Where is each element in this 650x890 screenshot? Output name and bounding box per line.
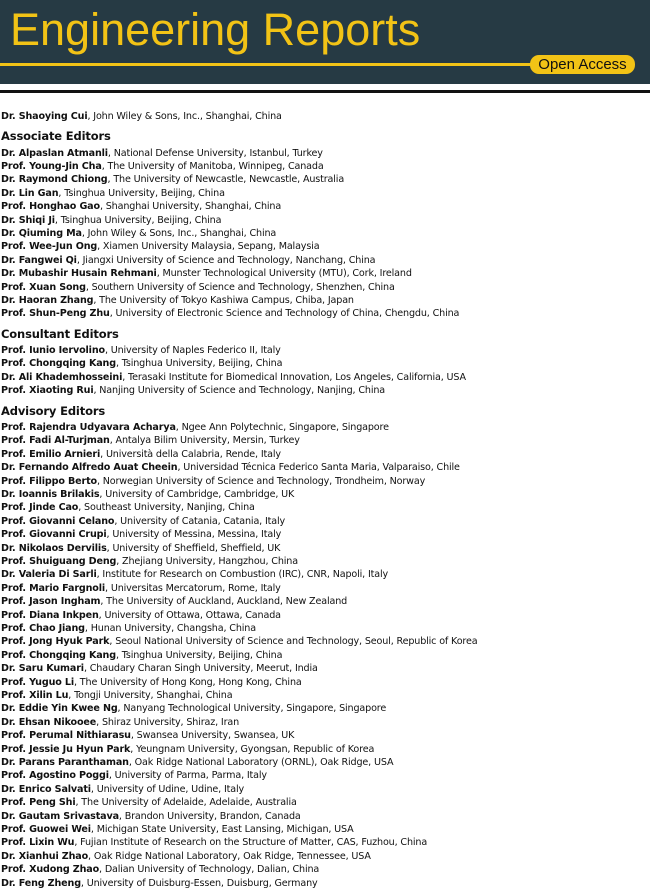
editor-affiliation: , University of Sheffield, Sheffield, UK — [106, 542, 281, 554]
section-heading: Associate Editors — [1, 129, 111, 144]
editor-name: Prof. Chongqing Kang — [1, 358, 116, 370]
editor-section — [1, 324, 647, 398]
editor-name: Dr. Parans Paranthaman — [1, 757, 129, 769]
editor-name: Dr. Valeria Di Sarli — [1, 569, 97, 581]
editor-affiliation: , Oak Ridge National Laboratory (ORNL), Oak Ridge, USA — [128, 757, 394, 769]
section-heading: Consultant Editors — [1, 326, 119, 341]
editor-entry — [1, 609, 647, 622]
editor-entry — [1, 810, 647, 823]
editor-affiliation: , Antalya Bilim University, Mersin, Turkey — [109, 435, 300, 447]
editor-name: Dr. Alpaslan Atmanli — [1, 147, 108, 159]
editor-affiliation: , The University of Newcastle, Newcastle, Australia — [107, 174, 345, 186]
editor-entry — [1, 877, 647, 890]
editor-entry — [1, 214, 647, 227]
editor-entry — [1, 796, 647, 809]
editor-name: Prof. Fadi Al-Turjman — [1, 435, 110, 447]
editor-name: Prof. Giovanni Celano — [1, 515, 115, 527]
editor-entry — [1, 568, 647, 581]
editor-affiliation: , Southern University of Science and Technology, Shenzhen, China — [85, 281, 395, 293]
editor-entry — [1, 267, 647, 280]
editor-entry — [1, 582, 647, 595]
editor-affiliation: , Terasaki Institute for Biomedical Innovation, Los Angeles, California, USA — [122, 371, 466, 383]
editor-entry — [1, 173, 647, 186]
editor-name: Prof. Xiaoting Rui — [1, 385, 94, 397]
editor-affiliation: , University of Electronic Science and Technology of China, Chengdu, China — [109, 308, 460, 320]
editor-entry — [1, 743, 647, 756]
header-separator — [0, 90, 650, 93]
editor-entry — [1, 850, 647, 863]
editor-entry — [1, 863, 647, 876]
editor-entry — [1, 528, 647, 541]
editor-entry — [1, 461, 647, 474]
editor-name: Dr. Shiqi Ji — [1, 214, 55, 226]
editor-name: Dr. Ehsan Nikooee — [1, 716, 97, 728]
editor-affiliation: , Institute for Research on Combustion (IRC), CNR, Napoli, Italy — [96, 569, 389, 581]
editor-entry — [1, 676, 647, 689]
editor-affiliation: , Tongji University, Shanghai, China — [68, 690, 233, 701]
editor-affiliation: , Norwegian University of Science and Technology, Trondheim, Norway — [96, 475, 426, 487]
editor-affiliation: , Tsinghua University, Beijing, China — [54, 214, 222, 226]
editor-name: Prof. Xilin Lu — [1, 690, 69, 701]
editor-affiliation: , Universidad Técnica Federico Santa Maria, Valparaiso, Chile — [177, 462, 460, 474]
editor-name: Prof. Chao Jiang — [1, 622, 85, 634]
editor-affiliation: , Shiraz University, Shiraz, Iran — [96, 716, 240, 728]
editor-affiliation: , University of Messina, Messina, Italy — [106, 529, 282, 541]
editor-name: Dr. Lin Gan — [1, 187, 59, 199]
editor-section — [1, 126, 647, 320]
editor-affiliation: , Dalian University of Technology, Dalian, China — [99, 864, 320, 876]
editor-entry — [1, 783, 647, 796]
editor-affiliation: , Swansea University, Swansea, UK — [130, 730, 295, 742]
editor-entry — [1, 649, 647, 662]
editor-entry — [1, 227, 647, 240]
editor-name: Dr. Ioannis Brilakis — [1, 488, 100, 500]
editor-name: Prof. Peng Shi — [1, 797, 76, 809]
editor-name: Dr. Enrico Salvati — [1, 783, 91, 795]
editor-entry — [1, 448, 647, 461]
editor-entry — [1, 542, 647, 555]
editor-name: Dr. Eddie Yin Kwee Ng — [1, 703, 118, 715]
editor-entry — [1, 110, 647, 123]
open-access-badge: Open Access — [530, 55, 635, 74]
editor-sections — [1, 126, 647, 890]
editor-affiliation: , University of Duisburg-Essen, Duisburg, Germany — [80, 877, 318, 889]
editor-entry — [1, 702, 647, 715]
editor-entry — [1, 200, 647, 213]
editor-name: Prof. Jong Hyuk Park — [1, 636, 110, 648]
editor-name: Dr. Qiuming Ma — [1, 228, 82, 240]
editor-entry — [1, 344, 647, 357]
editor-name: Prof. Emilio Arnieri — [1, 448, 101, 460]
editor-affiliation: , Jiangxi University of Science and Technology, Nanchang, China — [76, 254, 376, 266]
editor-entry — [1, 756, 647, 769]
editor-entry — [1, 515, 647, 528]
editor-name: Dr. Xianhui Zhao — [1, 850, 89, 862]
editor-entry — [1, 475, 647, 488]
editor-affiliation: , The University of Tokyo Kashiwa Campus, Chiba, Japan — [93, 295, 354, 307]
editor-affiliation: , Xiamen University Malaysia, Sepang, Malaysia — [97, 241, 320, 253]
editor-entry — [1, 622, 647, 635]
editor-name: Dr. Raymond Chiong — [1, 174, 108, 186]
editor-name: Prof. Young-Jin Cha — [1, 161, 102, 172]
editor-name: Prof. Filippo Berto — [1, 475, 97, 487]
editor-entry — [1, 662, 647, 675]
editor-affiliation: , University of Naples Federico II, Italy — [104, 345, 281, 357]
editor-name: Dr. Haoran Zhang — [1, 295, 94, 307]
editor-entry — [1, 371, 647, 384]
editor-entry — [1, 421, 647, 434]
editor-entry — [1, 147, 647, 160]
editor-affiliation: , Ngee Ann Polytechnic, Singapore, Singapore — [175, 421, 389, 433]
editor-name: Prof. Shuiguang Deng — [1, 555, 117, 567]
editor-name: Prof. Iunio Iervolino — [1, 345, 105, 357]
editor-affiliation: , Universitas Mercatorum, Rome, Italy — [105, 582, 281, 594]
editor-affiliation: , The University of Hong Kong, Hong Kong, China — [74, 676, 302, 688]
editor-affiliation: , Tsinghua University, Beijing, China — [115, 358, 283, 370]
editor-name: Dr. Fangwei Qi — [1, 254, 77, 266]
editor-affiliation: , The University of Manitoba, Winnipeg, Canada — [101, 161, 324, 172]
editor-name: Prof. Yuguo Li — [1, 676, 74, 688]
editor-affiliation: , University of Catania, Catania, Italy — [114, 515, 286, 527]
editor-entry — [1, 187, 647, 200]
editor-name: Prof. Rajendra Udyavara Acharya — [1, 421, 176, 433]
editor-entry — [1, 729, 647, 742]
editor-name: Prof. Shun-Peng Zhu — [1, 308, 110, 320]
editor-affiliation: , University of Parma, Parma, Italy — [108, 770, 267, 782]
editor-entry — [1, 281, 647, 294]
editor-entry — [1, 240, 647, 253]
editor-name: Prof. Agostino Poggi — [1, 770, 109, 782]
editor-name: Prof. Jinde Cao — [1, 502, 79, 514]
editor-affiliation: , Brandon University, Brandon, Canada — [118, 810, 301, 822]
editor-name: Dr. Gautam Srivastava — [1, 810, 119, 822]
editor-entry — [1, 689, 647, 702]
editor-name: Dr. Shaoying Cui — [1, 111, 88, 122]
editor-name: Prof. Giovanni Crupi — [1, 529, 107, 541]
editor-name: Prof. Chongqing Kang — [1, 649, 116, 661]
editor-entry — [1, 836, 647, 849]
editor-affiliation: , John Wiley & Sons, Inc., Shanghai, China — [81, 228, 277, 240]
editorial-board — [1, 110, 647, 890]
editor-affiliation: , National Defense University, Istanbul, Turkey — [107, 147, 323, 159]
editor-affiliation: , University of Ottawa, Ottawa, Canada — [98, 609, 281, 621]
journal-header — [0, 0, 650, 84]
editor-name: Prof. Lixin Wu — [1, 837, 75, 849]
editor-name: Prof. Xuan Song — [1, 281, 86, 293]
editor-affiliation: , Oak Ridge National Laboratory, Oak Ridge, Tennessee, USA — [88, 850, 371, 862]
editor-name: Prof. Honghao Gao — [1, 201, 100, 213]
editor-affiliation: , Nanyang Technological University, Singapore, Singapore — [117, 703, 387, 715]
editor-entry — [1, 434, 647, 447]
editor-affiliation: , Seoul National University of Science and Technology, Seoul, Republic of Korea — [109, 636, 478, 648]
editor-entry — [1, 635, 647, 648]
editor-entry — [1, 595, 647, 608]
editor-affiliation: , Fujian Institute of Research on the Structure of Matter, CAS, Fuzhou, China — [74, 837, 428, 849]
editor-affiliation: , Southeast University, Nanjing, China — [78, 502, 255, 514]
editor-name: Prof. Mario Fargnoli — [1, 582, 106, 594]
editor-entry — [1, 294, 647, 307]
editor-affiliation: , Shanghai University, Shanghai, China — [99, 201, 282, 213]
editor-affiliation: , The University of Auckland, Auckland, New Zealand — [100, 596, 348, 608]
editor-name: Prof. Jessie Ju Hyun Park — [1, 743, 131, 755]
editor-entry — [1, 254, 647, 267]
editor-affiliation: , Zhejiang University, Hangzhou, China — [116, 555, 298, 567]
editor-affiliation: , Yeungnam University, Gyongsan, Republic of Korea — [130, 743, 375, 755]
editor-entry — [1, 357, 647, 370]
editor-name: Prof. Wee-Jun Ong — [1, 241, 98, 253]
editor-affiliation: , Nanjing University of Science and Technology, Nanjing, China — [93, 385, 386, 397]
editor-entry — [1, 769, 647, 782]
editor-affiliation: , Tsinghua University, Beijing, China — [115, 649, 283, 661]
editor-entry — [1, 823, 647, 836]
editor-name: Dr. Nikolaos Dervilis — [1, 542, 107, 554]
editor-name: Dr. Saru Kumari — [1, 663, 84, 675]
editor-entry — [1, 716, 647, 729]
editor-entry — [1, 160, 647, 173]
editor-name: Dr. Mubashir Husain Rehmani — [1, 268, 157, 280]
editor-name: Prof. Diana Inkpen — [1, 609, 99, 621]
editor-name: Prof. Xudong Zhao — [1, 864, 100, 876]
editor-affiliation: , John Wiley & Sons, Inc., Shanghai, China — [87, 111, 282, 122]
editor-name: Dr. Ali Khademhosseini — [1, 371, 123, 383]
editor-affiliation: , Munster Technological University (MTU), Cork, Ireland — [156, 268, 412, 280]
editor-affiliation: , Hunan University, Changsha, China — [84, 622, 256, 634]
editor-section — [1, 401, 647, 890]
editor-affiliation: , Università della Calabria, Rende, Italy — [100, 448, 281, 460]
editor-name: Dr. Feng Zheng — [1, 877, 81, 889]
editor-name: Dr. Fernando Alfredo Auat Cheein — [1, 462, 178, 474]
editor-entry — [1, 307, 647, 320]
section-heading: Advisory Editors — [1, 403, 106, 418]
editor-entry — [1, 384, 647, 397]
editor-name: Prof. Perumal Nithiarasu — [1, 730, 131, 742]
editor-entry — [1, 501, 647, 514]
editor-affiliation: , Michigan State University, East Lansing, Michigan, USA — [90, 824, 354, 836]
editor-affiliation: , University of Cambridge, Cambridge, UK — [99, 488, 295, 500]
editor-affiliation: , University of Udine, Udine, Italy — [90, 783, 245, 795]
editor-affiliation: , Tsinghua University, Beijing, China — [58, 187, 225, 199]
header-rule-line — [0, 63, 540, 66]
editor-entry — [1, 555, 647, 568]
editor-name: Prof. Jason Ingham — [1, 596, 101, 608]
journal-title: Engineering Reports — [10, 4, 421, 55]
editor-entry — [1, 488, 647, 501]
editor-affiliation: , The University of Adelaide, Adelaide, Australia — [75, 797, 297, 809]
editor-name: Prof. Guowei Wei — [1, 824, 91, 836]
editor-affiliation: , Chaudary Charan Singh University, Meerut, India — [83, 663, 318, 675]
